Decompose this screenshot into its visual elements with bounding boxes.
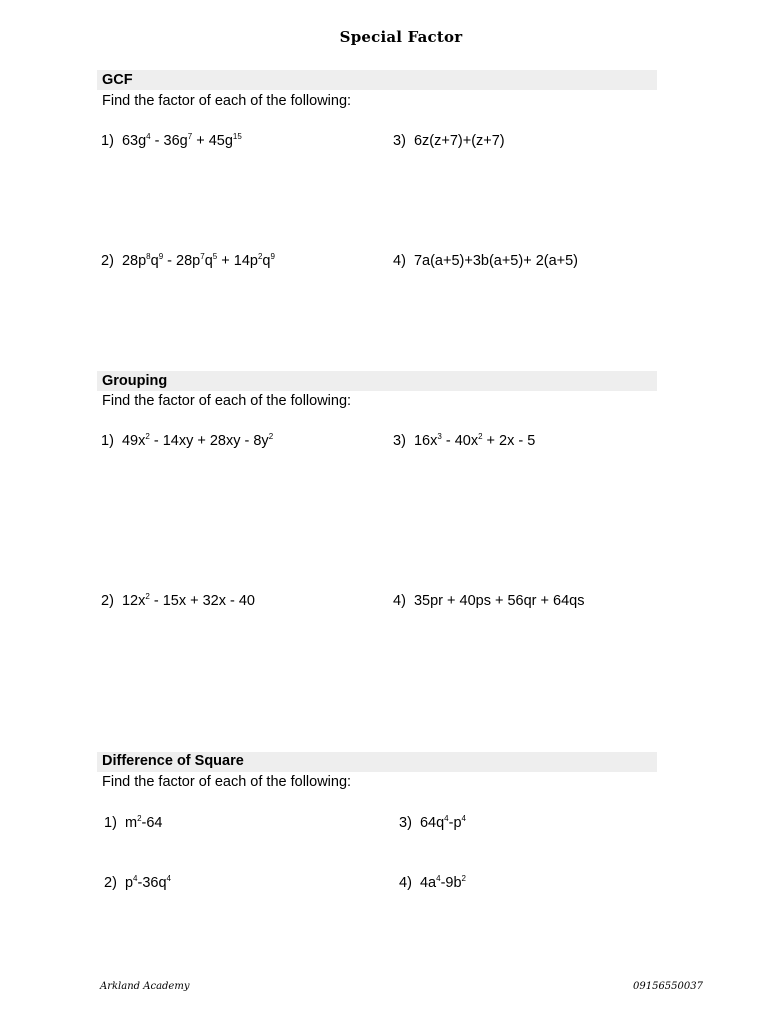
problem-expression: $16x^3 - 40x^2 + 2x - 5$: [413, 432, 536, 449]
problem-expression: $m^2-64$: [124, 814, 163, 831]
problem-grouping-1: [101, 433, 273, 449]
section-bar-gcf: [97, 70, 657, 90]
section-heading-gcf: GCF: [102, 72, 133, 88]
problem-number: 1): [101, 133, 114, 149]
problem-number: 4): [393, 253, 406, 269]
problem-grouping-4: [393, 593, 584, 609]
problem-grouping-3: [393, 433, 535, 449]
problem-number: 2): [101, 253, 114, 269]
problem-gcf-4: [393, 253, 578, 269]
section-heading-difference-of-square: Difference of Square: [102, 753, 244, 769]
problem-number: 2): [104, 875, 117, 891]
problem-number: 4): [393, 593, 406, 609]
problem-number: 4): [399, 875, 412, 891]
problem-expression: $4a^4-9b^2$: [419, 874, 466, 891]
problem-gcf-3: [393, 133, 505, 149]
page-title: Special Factor: [339, 28, 463, 46]
section-heading-grouping: Grouping: [102, 373, 168, 389]
problem-expression: $63g^4 - 36g^7 + 45g^{15}$: [121, 132, 242, 149]
problem-grouping-2: [101, 593, 255, 609]
section-bar-grouping: [97, 371, 657, 391]
problem-dos-4: [399, 875, 466, 891]
problem-number: 1): [104, 815, 117, 831]
problem-expression: 7a(a+5)+3b(a+5)+ 2(a+5): [413, 253, 579, 269]
footer-school-name: Arkland Academy: [100, 981, 190, 992]
problem-dos-3: [399, 815, 466, 831]
instruction-gcf: Find the factor of each of the following:: [102, 93, 352, 109]
footer-phone-number: 09156550037: [633, 981, 703, 992]
problem-number: 3): [393, 133, 406, 149]
problem-expression: $49x^2 - 14xy + 28xy - 8y^2$: [121, 432, 274, 449]
problem-number: 3): [399, 815, 412, 831]
problem-number: 3): [393, 433, 406, 449]
problem-expression: 6z(z+7)+(z+7): [413, 133, 505, 149]
problem-expression: $64q^4-p^4$: [419, 814, 466, 831]
instruction-grouping: Find the factor of each of the following:: [102, 393, 352, 409]
problem-expression: 35pr + 40ps + 56qr + 64qs: [413, 593, 585, 609]
problem-number: 1): [101, 433, 114, 449]
problem-gcf-2: [101, 253, 275, 269]
problem-expression: $12x^2 - 15x + 32x - 40$: [121, 592, 255, 609]
instruction-difference-of-square: Find the factor of each of the following:: [102, 774, 352, 790]
problem-dos-2: [104, 875, 171, 891]
problem-number: 2): [101, 593, 114, 609]
problem-gcf-1: [101, 133, 242, 149]
problem-expression: $p^4-36q^4$: [124, 874, 171, 891]
problem-expression: $28p^8q^9 - 28p^7q^5 + 14p^2q^9$: [121, 252, 275, 269]
problem-dos-1: [104, 815, 162, 831]
